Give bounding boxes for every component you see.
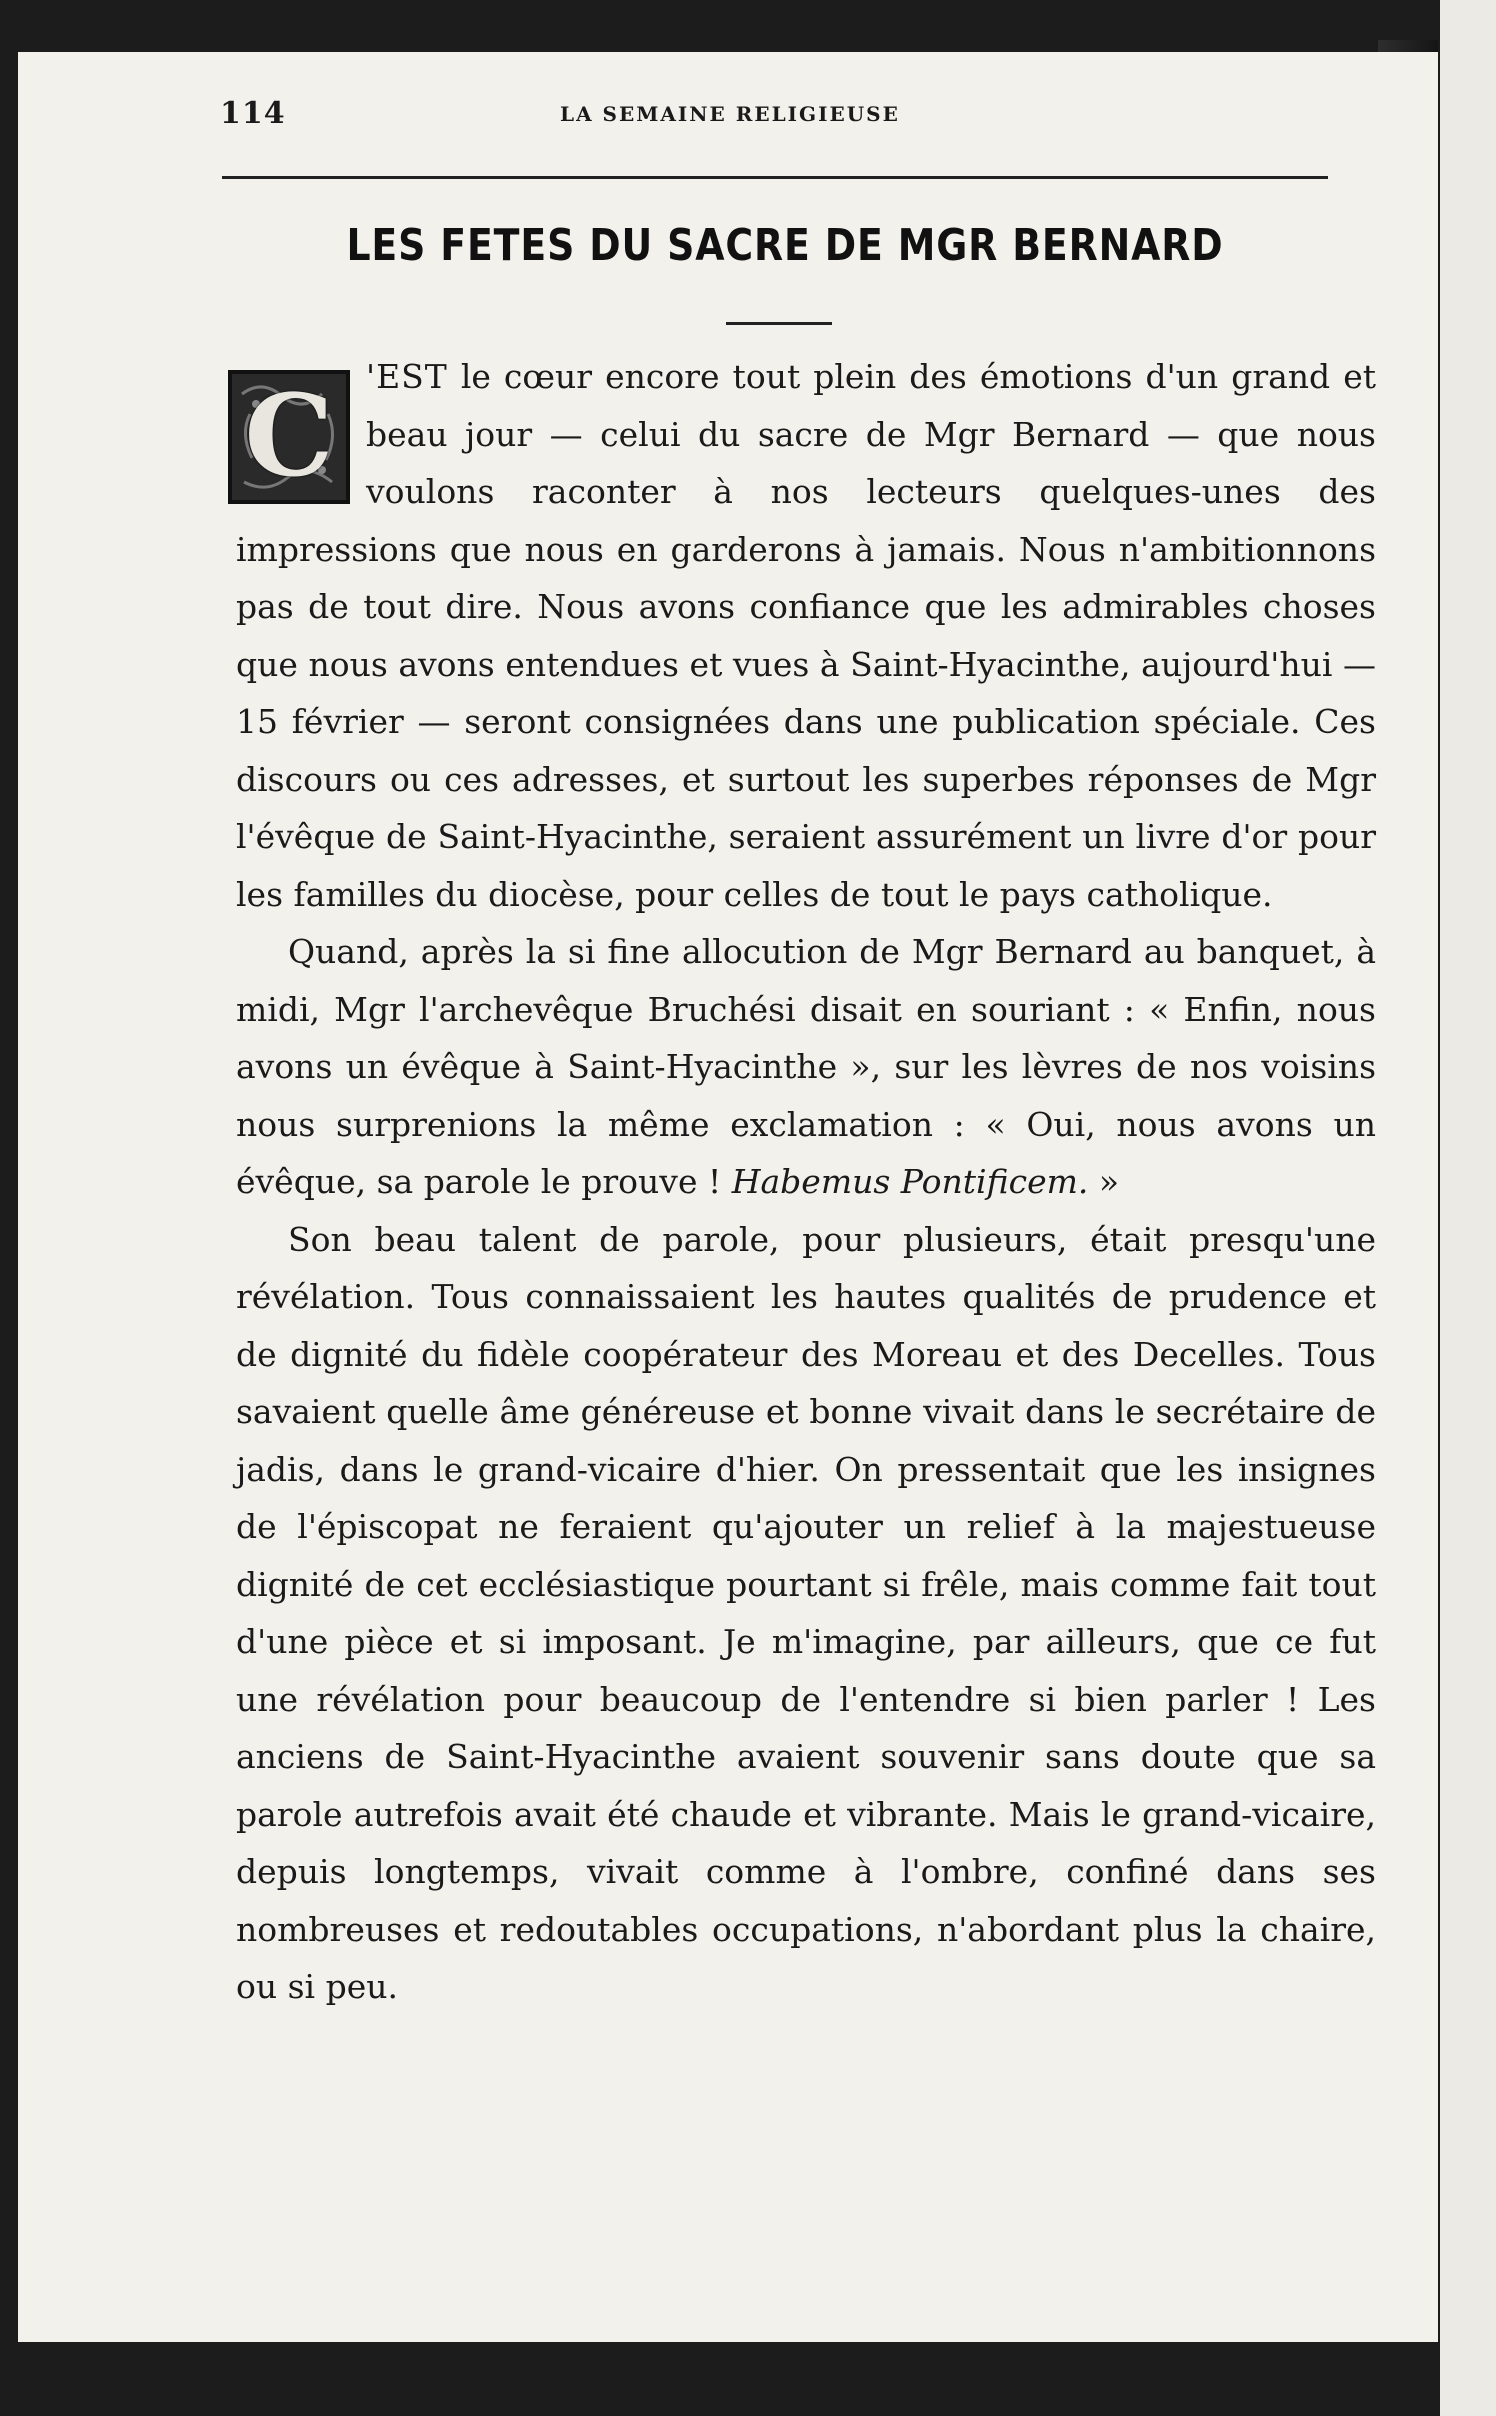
paragraph-2-close: » — [1088, 1162, 1120, 1201]
paragraph-2 — [236, 923, 1376, 1211]
paragraph-1-text: le cœur encore tout plein des émotions d'un grand et beau jour — celui du sacre de Mgr Bernard — que nous voulons raconter à nos lecteurs quelques-unes des impressions que nous en garderons à jamais. Nous n'ambitionnons pas de tout dire. Nous avons confiance que les admirables choses que nous avons entendues et vues à Saint-Hyacinthe, aujourd'hui — 15 février — seront consignées dans une publication spéciale. Ces discours ou ces adresses, et surtout les superbes réponses de Mgr l'évêque de Saint-Hyacinthe, seraient assurément un livre d'or pour les familles du diocèse, pour celles de tout le pays catholique. — [236, 357, 1376, 914]
article-body — [236, 348, 1376, 2016]
dropcap-letter: C — [244, 371, 334, 502]
first-word-rest: 'EST — [366, 357, 448, 396]
journal-name: LA SEMAINE RELIGIEUSE — [560, 102, 900, 126]
paragraph-2-text: Quand, après la si fine allocution de Mgr Bernard au banquet, à midi, Mgr l'archevêque Bruchési disait en souriant : « Enfin, nous avons un évêque à Saint-Hyacinthe », sur les lèvres de nos voisins nous surprenions la même exclamation : « Oui, nous avons un évêque, sa parole le prouve ! — [236, 932, 1376, 1201]
title-rule — [726, 322, 832, 325]
header-rule — [222, 176, 1328, 179]
adjacent-page-strip — [1440, 0, 1496, 2416]
ornamental-dropcap — [228, 370, 350, 504]
paragraph-3: Son beau talent de parole, pour plusieurs, était presqu'une révélation. Tous connaissaient les hautes qualités de prudence et de dignité du fidèle coopérateur des Moreau et des Decelles. Tous savaient quelle âme généreuse et bonne vivait dans le secrétaire de jadis, dans le grand-vicaire d'hier. On pressentait que les insignes de l'épiscopat ne feraient qu'ajouter un relief à la majestueuse dignité de cet ecclésiastique pourtant si frêle, mais comme fait tout d'une pièce et si imposant. Je m'imagine, par ailleurs, que ce fut une révélation pour beaucoup de l'entendre si bien parler ! Les anciens de Saint-Hyacinthe avaient souvenir sans doute que sa parole autrefois avait été chaude et vibrante. Mais le grand-vicaire, depuis longtemps, vivait comme à l'ombre, confiné dans ses nombreuses et redoutables occupations, n'abordant plus la chaire, ou si peu. — [236, 1219, 1376, 2006]
running-head — [220, 96, 1330, 136]
paragraph-1 — [236, 348, 1376, 923]
page-number: 114 — [220, 96, 286, 131]
article-title: LES FETES DU SACRE DE MGR BERNARD — [346, 220, 1224, 271]
latin-quote: Habemus Pontificem. — [731, 1162, 1089, 1201]
